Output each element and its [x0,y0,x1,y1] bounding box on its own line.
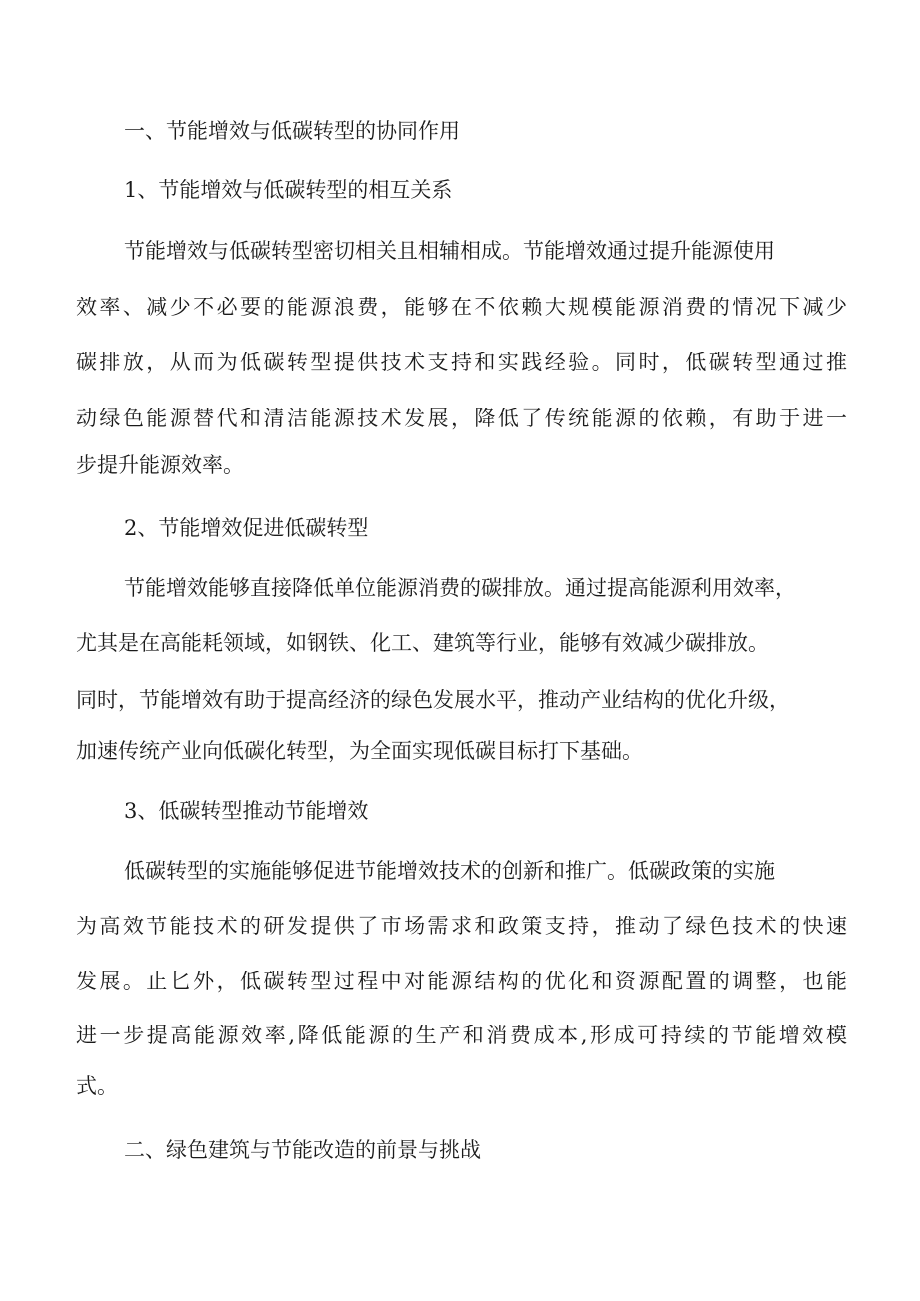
paragraph-1-line-5: 步提升能源效率。 [76,453,244,477]
paragraph-3-line-4: 进一步提高能源效率,降低能源的生产和消费成本,形成可持续的节能增效模 [76,1025,847,1047]
subsection-heading-2: 2、节能增效促进低碳转型 [124,516,369,540]
paragraph-1-line-1: 节能增效与低碳转型密切相关且相辅相成。节能增效通过提升能源使用 [124,239,775,263]
paragraph-2-line-3: 同时，节能增效有助于提高经济的绿色发展水平，推动产业结构的优化升级， [76,688,790,712]
paragraph-2-line-2: 尤其是在高能耗领域，如钢铁、化工、建筑等行业，能够有效减少碳排放。 [76,631,769,655]
paragraph-3-line-5: 式。 [76,1074,118,1098]
paragraph-1-line-2: 效率、减少不必要的能源浪费，能够在不依赖大规模能源消费的情况下减少 [76,297,847,319]
paragraph-2-line-4: 加速传统产业向低碳化转型，为全面实现低碳目标打下基础。 [76,739,643,763]
paragraph-3-line-2: 为高效节能技术的研发提供了市场需求和政策支持，推动了绿色技术的快速 [76,916,847,938]
subsection-heading-3: 3、低碳转型推动节能增效 [124,799,369,823]
section-heading-1: 一、节能增效与低碳转型的协同作用 [124,119,460,143]
paragraph-2-line-1: 节能增效能够直接降低单位能源消费的碳排放。通过提高能源利用效率， [124,576,796,600]
paragraph-3-line-3: 发展。止匕外，低碳转型过程中对能源结构的优化和资源配置的调整，也能 [76,971,847,993]
paragraph-1-line-4: 动绿色能源替代和清洁能源技术发展，降低了传统能源的依赖，有助于进一 [76,408,847,430]
subsection-heading-1: 1、节能增效与低碳转型的相互关系 [124,178,453,202]
section-heading-2: 二、绿色建筑与节能改造的前景与挑战 [124,1138,481,1162]
paragraph-1-line-3: 碳排放，从而为低碳转型提供技术支持和实践经验。同时，低碳转型通过推 [76,352,847,374]
paragraph-3-line-1: 低碳转型的实施能够促进节能增效技术的创新和推广。低碳政策的实施 [124,859,775,883]
